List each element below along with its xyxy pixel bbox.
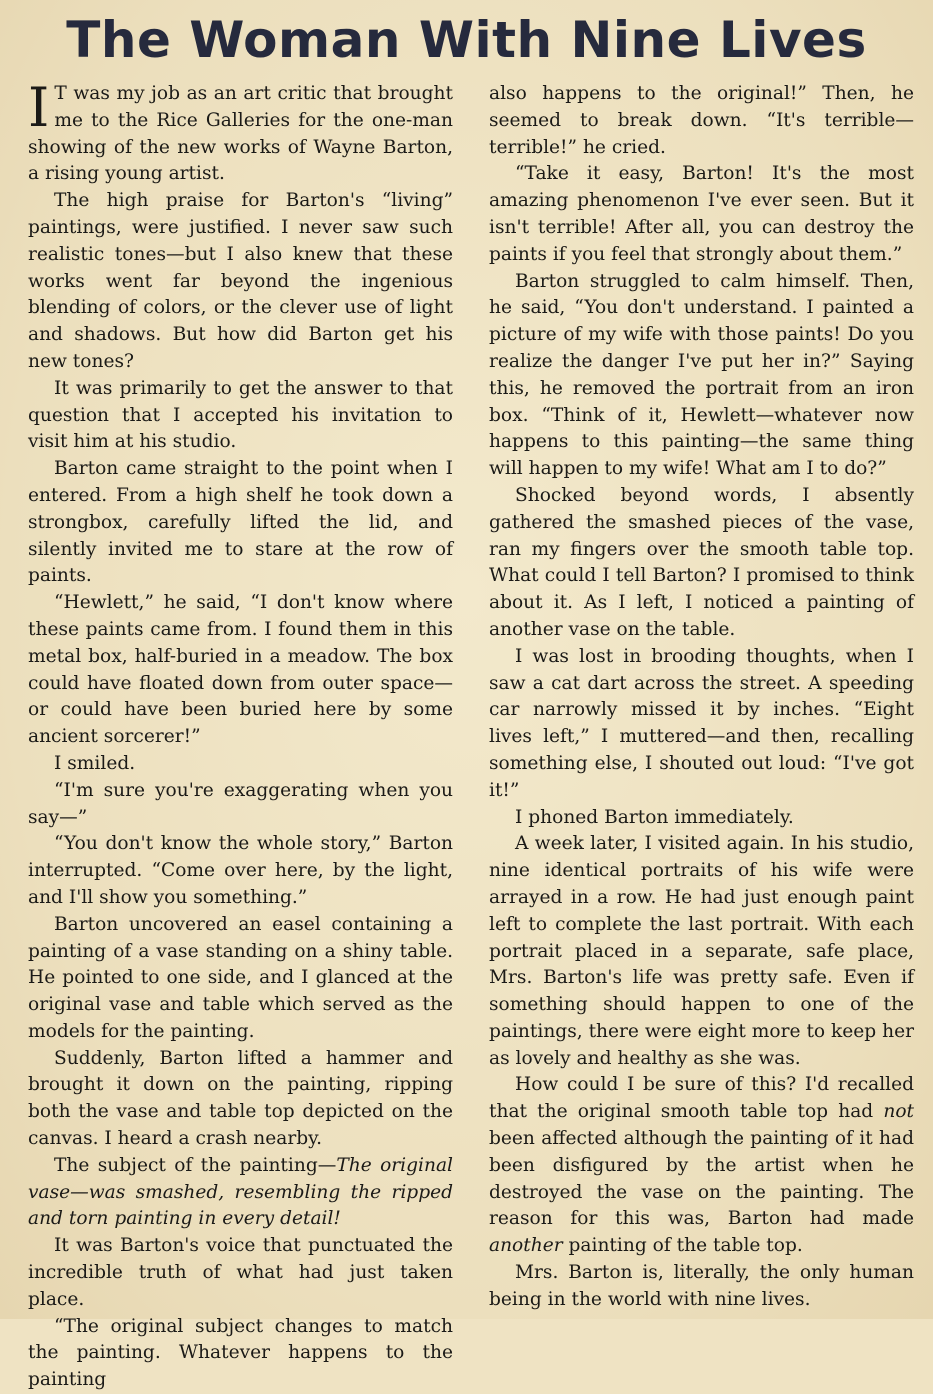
paragraph: “Take it easy, Barton! It's the most amazing phenomenon I've ever seen. But it isn't terrible! After all, you can destroy the paints if you feel that strongly about them.” <box>489 163 914 265</box>
paragraph-text: T was my job as an art critic that brought me to the Rice Galleries for the one-man showing of the new works of Wayne Barton, a rising young artist. <box>28 83 453 185</box>
right-column <box>489 81 914 1314</box>
paragraph: “The original subject changes to match the painting. Whatever happens to the painting <box>28 1315 453 1391</box>
italic-text: not <box>883 1101 914 1123</box>
paragraph: Barton uncovered an easel containing a painting of a vase standing on a shiny table. He pointed to one side, and I glanced at the original vase and table which served as the models for the painting. <box>28 913 453 1042</box>
paragraph: It was primarily to get the answer to that question that I accepted his invitation to visit him at his studio. <box>28 377 453 453</box>
paragraph: Shocked beyond words, I absently gathered the smashed pieces of the vase, ran my fingers over the smooth table top. What could I tell Barton? I promised to think about it. As I left, I noticed a painting of another vase on the table. <box>489 484 914 640</box>
paragraph-text: The subject of the painting— <box>54 1154 337 1176</box>
paragraph: A week later, I visited again. In his studio, nine identical portraits of his wife were arrayed in a row. He had just enough paint left to complete the last portrait. With each portrait placed in a separate, safe place, Mrs. Barton's life was pretty safe. Even if something should happen to one of the paintings, there were eight more to keep her as lovely and healthy as she was. <box>489 833 914 1069</box>
story-title: The Woman With Nine Lives <box>66 11 867 69</box>
paragraph: “Hewlett,” he said, “I don't know where these paints came from. I found them in this metal box, half-buried in a meadow. The box could have floated down from outer space—or could have been buried here by some ancient sorcerer!” <box>28 592 453 748</box>
paragraph-text: How could I be sure of this? I'd recalled that the original smooth table top had <box>489 1074 914 1123</box>
paragraph: The high praise for Barton's “living” paintings, were justified. I never saw such realistic tones—but I also knew that these works went far beyond the ingenious blending of colors, or the clever use of light and shadows. But how did Barton get his new tones? <box>28 190 453 372</box>
left-column <box>28 76 453 1394</box>
paragraph: also happens to the original!” Then, he seemed to break down. “It's terrible—terrible!” he cried. <box>489 83 914 158</box>
paragraph: Mrs. Barton is, literally, the only human being in the world with nine lives. <box>489 1262 914 1310</box>
paragraph-text: been affected although the painting of it had been disfigured by the artist when he destroyed the vase on the painting. The reason for this was, Barton had made <box>489 1128 914 1230</box>
paragraph: I was lost in brooding thoughts, when I saw a cat dart across the street. A speeding car narrowly missed it by inches. “Eight lives left,” I muttered—and then, recalling something else, I shouted out loud: “I've got it!” <box>489 645 914 801</box>
paragraph: Barton struggled to calm himself. Then, he said, “You don't understand. I painted a picture of my wife with those paints! Do you realize the danger I've put her in?” Saying this, he removed the portrait from an iron box. “Think of it, Hewlett—whatever now happens to this painting—the same thing will happen to my wife! What am I to do?” <box>489 270 914 480</box>
italic-text: another <box>489 1235 563 1257</box>
paragraph: I smiled. <box>54 752 136 774</box>
paragraph: “You don't know the whole story,” Barton interrupted. “Come over here, by the light, and I'll show you something.” <box>28 833 453 908</box>
paragraph: It was Barton's voice that punctuated the incredible truth of what had just taken place. <box>28 1235 453 1310</box>
paragraph: I phoned Barton immediately. <box>515 806 794 828</box>
paragraph-text: painting of the table top. <box>562 1235 803 1257</box>
paragraph: “I'm sure you're exaggerating when you say—” <box>28 779 453 828</box>
paragraph: Barton came straight to the point when I entered. From a high shelf he took down a strongbox, carefully lifted the lid, and silently invited me to stare at the row of paints. <box>28 458 453 587</box>
italic-text: The original vase—was smashed, resembling the ripped and torn painting in every detail! <box>28 1154 453 1230</box>
paragraph <box>28 76 453 188</box>
paragraph <box>489 1072 914 1260</box>
paragraph <box>28 1153 453 1233</box>
drop-cap: I <box>28 76 50 139</box>
paragraph: Suddenly, Barton lifted a hammer and brought it down on the painting, ripping both the vase and table top depicted on the canvas. I heard a crash nearby. <box>28 1047 453 1150</box>
